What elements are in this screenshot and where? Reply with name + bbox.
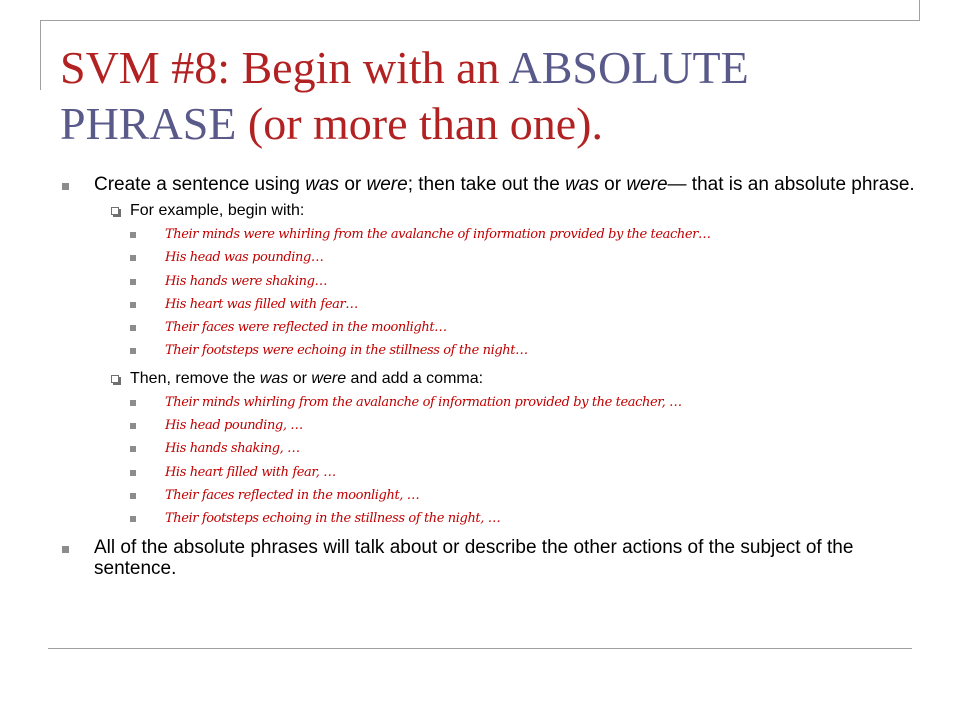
example-text: Their faces reflected in the moonlight, … (165, 487, 420, 503)
sub-bullet-text: and add a comma: (346, 369, 484, 387)
bullet-create-sentence (60, 174, 920, 531)
square-bullet-icon (130, 325, 136, 331)
example-item (130, 507, 920, 530)
example-item (130, 270, 920, 293)
sub-bullet-text: or (288, 369, 312, 387)
example-text: Their minds were whirling from the avalanche of information provided by the teacher… (165, 227, 711, 242)
bullet-text: Create a sentence using (94, 174, 306, 195)
frame-bottom-line (48, 648, 912, 649)
bullet-text: All of the absolute phrases will talk about or describe the other actions of the subject of the sentence. (94, 536, 854, 579)
square-bullet-icon (130, 470, 136, 476)
example-text: His hands were shaking… (165, 273, 328, 289)
sub-bullet-text: Then, remove the (130, 369, 260, 387)
square-bullet-icon (130, 516, 136, 522)
sub-bullet-emphasis: were (311, 369, 347, 387)
square-bullet-icon (62, 183, 69, 190)
title-part-3: (or more than one). (236, 98, 603, 149)
hollow-square-bullet-icon (111, 375, 119, 383)
example-list (130, 223, 920, 363)
example-text: Their footsteps echoing in the stillness of the night, … (165, 511, 501, 527)
example-list (130, 391, 920, 531)
bullet-text: or (339, 174, 367, 195)
square-bullet-icon (62, 546, 69, 553)
example-text: His heart was filled with fear… (165, 296, 358, 312)
square-bullet-icon (130, 279, 136, 285)
example-text: Their footsteps were echoing in the stillness of the night… (165, 343, 528, 359)
title-accent: ABSOLUTE PHRASE (60, 42, 749, 149)
sub-bullet-emphasis: was (259, 369, 289, 387)
sub-list (94, 201, 920, 531)
title-part-1: SVM #8: Begin with an (60, 42, 509, 93)
example-item (130, 293, 920, 316)
sub-bullet-for-example (94, 201, 920, 363)
square-bullet-icon (130, 423, 136, 429)
example-item (130, 316, 920, 339)
bullet-text: or (598, 174, 627, 195)
example-item (130, 246, 920, 269)
slide-content (60, 170, 920, 579)
example-item (130, 339, 920, 362)
sub-bullet-label: For example, begin with: (130, 202, 305, 219)
square-bullet-icon (130, 446, 136, 452)
example-item (130, 437, 920, 460)
example-item (130, 461, 920, 484)
example-item (130, 414, 920, 437)
example-text: His head was pounding… (165, 250, 324, 266)
square-bullet-icon (130, 232, 136, 238)
example-text: His heart filled with fear, … (165, 464, 336, 480)
example-text: Their minds whirling from the avalanche of information provided by the teacher, … (165, 394, 682, 410)
sub-bullet-then-remove (94, 369, 920, 531)
slide-title (60, 40, 920, 152)
example-item (130, 391, 920, 414)
bullet-emphasis: was (305, 174, 340, 195)
bullet-text: ; then take out the (407, 174, 566, 195)
square-bullet-icon (130, 493, 136, 499)
example-item (130, 223, 920, 246)
bullet-absolute-phrases (60, 537, 920, 579)
square-bullet-icon (130, 348, 136, 354)
bullet-emphasis: were (626, 174, 668, 195)
example-text: Their faces were reflected in the moonlight… (165, 320, 447, 336)
bullet-emphasis: were (366, 174, 408, 195)
frame-left-line (40, 20, 41, 90)
bullet-list (60, 174, 920, 579)
hollow-square-bullet-icon (111, 207, 119, 215)
square-bullet-icon (130, 400, 136, 406)
example-text: His head pounding, … (165, 418, 303, 434)
example-item (130, 484, 920, 507)
square-bullet-icon (130, 302, 136, 308)
example-text: His hands shaking, … (165, 441, 300, 457)
frame-right-line (919, 0, 920, 20)
frame-top-line (40, 20, 920, 21)
bullet-text: — that is an absolute phrase. (667, 174, 915, 195)
bullet-emphasis: was (565, 174, 599, 195)
square-bullet-icon (130, 255, 136, 261)
